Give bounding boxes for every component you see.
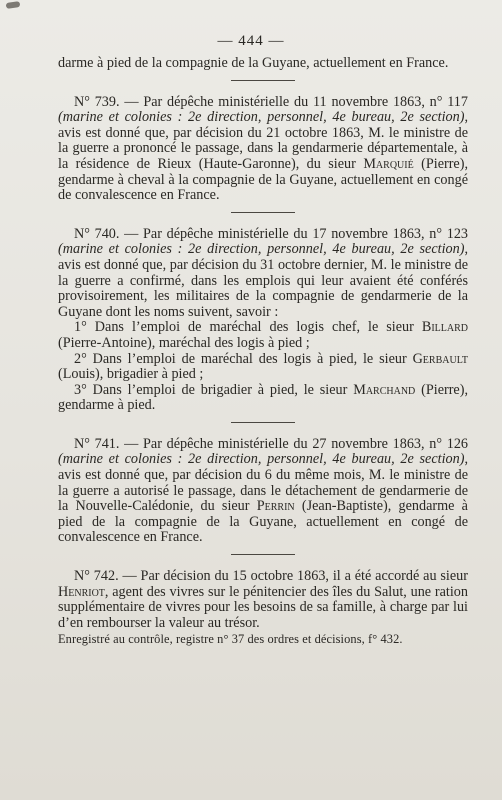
entry-intro: — Par dépêche ministérielle du 17 novembre 1863, n° 123 — [119, 225, 469, 242]
entry-739 — [58, 95, 468, 204]
entry-direction: (marine et colonies : 2e direction, personnel, 4e bureau, 2e section) — [58, 241, 465, 258]
entry-number: N° 740. — [74, 225, 120, 242]
entry-direction: (marine et colonies : 2e direction, personnel, 4e bureau, 2e section) — [58, 451, 465, 468]
item-text-end: (Pierre-Antoine), maréchal des logis à pied ; — [58, 334, 310, 351]
entry-740-item-3 — [58, 383, 468, 414]
entry-number: N° 739. — [74, 93, 120, 110]
entry-intro: — Par dépêche ministérielle du 27 novembre 1863, n° 126 — [119, 435, 469, 452]
entry-intro: — Par dépêche ministérielle du 11 novembre 1863, n° 117 — [119, 93, 468, 110]
item-text-end: (Pierre), gendarme à pied. — [58, 381, 469, 414]
entry-name: Perrin — [256, 498, 295, 515]
entry-text-end: (Jean-Baptiste), gendarme à pied de la compagnie de la Guyane, actuellement en congé de convalescence en France. — [58, 498, 468, 546]
entry-740-item-2 — [58, 352, 468, 383]
entry-740-item-1 — [58, 320, 468, 351]
ink-mark-decoration — [6, 1, 21, 9]
item-name: Gerbault — [412, 350, 468, 367]
separator-rule — [231, 422, 295, 423]
entry-text: , avis est donné que, par décision du 31 octobre dernier, M. le ministre de la guerre a confirmé, dans les emplois qui leur avaient été conférés provisoirement, les militaires de la compagnie de gendarmerie de la Guyane dont les noms suivent, savoir : — [58, 241, 468, 320]
entry-740 — [58, 227, 468, 321]
item-text: 3° Dans l’emploi de brigadier à pied, le sieur — [74, 381, 354, 398]
entry-number: N° 742. — [74, 568, 119, 585]
entry-name: Marquié — [363, 155, 414, 172]
carryover-line-1: darme à pied de la compagnie de la Guyane, actuellement en — [58, 55, 403, 71]
entry-text-end: (Pierre), gendarme à cheval à la compagnie de la Guyane, actuellement en congé de convalescence en France. — [58, 155, 469, 204]
item-text: 2° Dans l’emploi de maréchal des logis à pied, le sieur — [74, 350, 413, 367]
item-name: Billard — [421, 319, 468, 336]
carryover-line-2: France. — [406, 55, 449, 71]
entry-text: , avis est donné que, par décision du 6 du même mois, M. le ministre de la guerre a autorisé le passage, dans le détachement de gendarmerie de la Nouvelle-Calédonie, du sieur — [58, 451, 468, 515]
entry-742 — [58, 569, 468, 631]
entry-text-end: , agent des vivres sur le pénitencier des îles du Salut, une ration supplémentaire de vivres pour les besoins de sa famille, à charge par lui d’en rembourser la valeur au trésor. — [58, 583, 468, 631]
item-name: Marchand — [353, 381, 416, 398]
page-body — [58, 56, 468, 648]
carryover-paragraph — [58, 56, 468, 72]
registration-note: Enregistré au contrôle, registre n° 37 des ordres et décisions, f° 432. — [58, 632, 403, 647]
entry-name: Henriot — [58, 583, 105, 600]
entry-number: N° 741. — [74, 435, 120, 452]
separator-rule — [231, 80, 295, 81]
entry-741 — [58, 437, 468, 546]
entry-intro: — Par décision du 15 octobre 1863, il a été accordé au sieur — [118, 568, 468, 585]
separator-rule — [231, 212, 295, 213]
item-text-end: (Louis), brigadier à pied ; — [58, 366, 204, 383]
entry-direction: (marine et colonies : 2e direction, personnel, 4e bureau, 2e section) — [58, 109, 465, 126]
item-text: 1° Dans l’emploi de maréchal des logis chef, le sieur — [74, 319, 422, 336]
page-number: — 444 — — [217, 33, 285, 49]
entry-text: , avis est donné que, par décision du 21 octobre 1863, M. le ministre de la guerre a prononcé le passage, dans la gendarmerie départementale, à la résidence de Rieux (Haute-Garonne), du sieur — [58, 109, 468, 172]
separator-rule — [231, 554, 295, 555]
